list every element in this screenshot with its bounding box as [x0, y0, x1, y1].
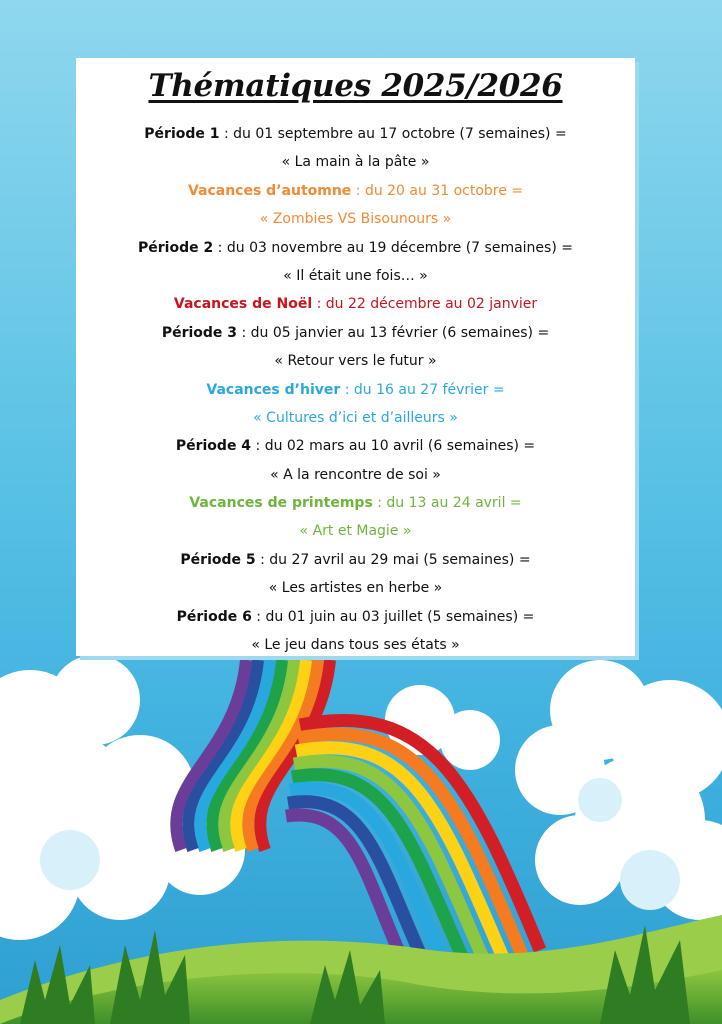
period-dates: du 01 juin au 03 juillet (5 semaines) =	[265, 608, 535, 625]
theme-line	[76, 262, 635, 290]
period-dates: du 05 janvier au 13 février (6 semaines) =	[250, 324, 550, 341]
period-label: Vacances d’automne	[187, 182, 352, 199]
schedule-line	[76, 120, 635, 148]
separator: :	[219, 126, 234, 142]
period-dates: du 13 au 24 avril =	[386, 495, 522, 512]
theme-line	[76, 347, 635, 375]
schedule-line	[76, 177, 635, 205]
theme-name: « Cultures d’ici et d’ailleurs »	[253, 409, 458, 426]
separator: :	[251, 438, 265, 455]
separator: :	[213, 239, 227, 256]
theme-name: « Retour vers le futur »	[274, 353, 437, 370]
period-dates: du 22 décembre au 02 janvier	[325, 296, 538, 313]
theme-line	[76, 148, 635, 176]
period-label: Vacances de Noël	[173, 296, 313, 313]
schedule-line	[76, 546, 635, 574]
period-label: Période 2	[138, 239, 214, 256]
period-dates: du 20 au 31 octobre =	[364, 182, 524, 199]
page-title: Thématiques 2025/2026	[148, 68, 563, 104]
theme-name: « Il était une fois… »	[283, 267, 428, 284]
schedule-line	[76, 489, 635, 517]
theme-name: « Art et Magie »	[299, 523, 412, 540]
period-label: Vacances d’hiver	[206, 381, 341, 398]
theme-line	[76, 574, 635, 602]
theme-line	[76, 461, 635, 489]
schedule-line	[76, 234, 635, 262]
period-dates: du 16 au 27 février =	[353, 381, 505, 398]
period-dates: du 01 septembre au 17 octobre (7 semaines) =	[233, 126, 567, 142]
schedule-line	[76, 376, 635, 404]
theme-name: « Les artistes en herbe »	[268, 580, 443, 597]
theme-line	[76, 631, 635, 659]
period-dates: du 02 mars au 10 avril (6 semaines) =	[264, 438, 536, 455]
schedule-line	[76, 432, 635, 460]
period-label: Période 4	[175, 438, 252, 455]
schedule-line	[76, 319, 635, 347]
theme-line	[76, 404, 635, 432]
theme-name: « Zombies VS Bisounours »	[259, 211, 452, 228]
schedule-line	[76, 603, 635, 631]
theme-name: « La main à la pâte »	[281, 154, 430, 171]
separator: :	[237, 324, 251, 341]
period-dates: du 27 avril au 29 mai (5 semaines) =	[269, 551, 531, 568]
separator: :	[372, 495, 387, 512]
separator: :	[312, 296, 326, 313]
period-label: Période 6	[176, 608, 252, 625]
separator: :	[351, 182, 365, 199]
schedule-list	[76, 120, 635, 659]
themes-panel	[76, 58, 635, 656]
theme-name: « A la rencontre de soi »	[270, 466, 441, 483]
separator: :	[251, 608, 266, 625]
separator: :	[340, 381, 354, 398]
period-label: Vacances de printemps	[189, 495, 373, 512]
period-label: Période 5	[180, 551, 256, 568]
period-label: Période 3	[161, 324, 238, 341]
theme-name: « Le jeu dans tous ses états »	[251, 637, 460, 654]
period-dates: du 03 novembre au 19 décembre (7 semaines) =	[226, 239, 573, 256]
theme-line	[76, 205, 635, 233]
separator: :	[255, 551, 270, 568]
theme-line	[76, 517, 635, 545]
period-label: Période 1	[144, 126, 220, 142]
schedule-line	[76, 290, 635, 318]
